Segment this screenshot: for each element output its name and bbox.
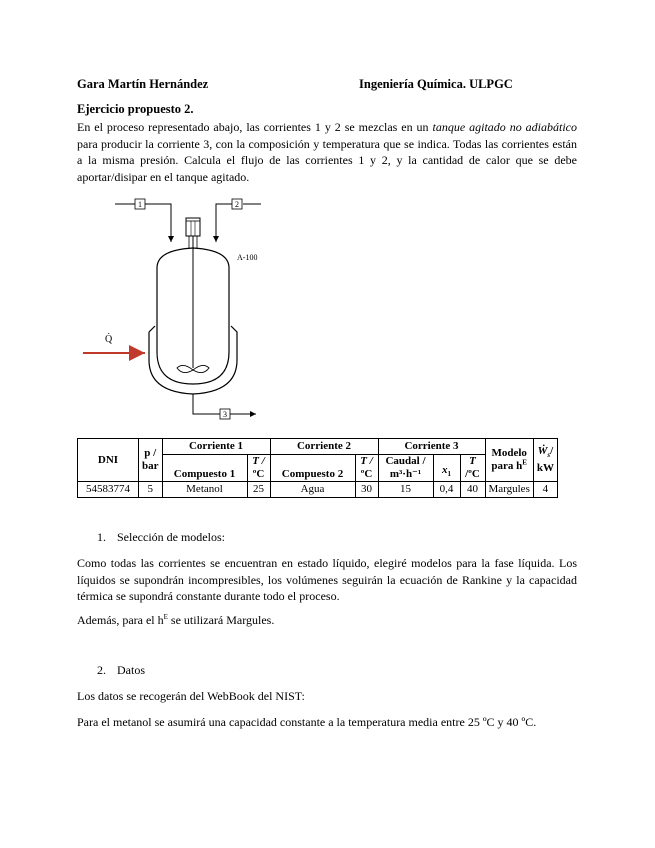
section-2-title: Datos: [117, 663, 145, 677]
header-work: Ẇ$_s$/ kW: [533, 439, 557, 482]
statement-italic-tank: tanque agitado no adiabático: [432, 120, 578, 134]
cell-x1: 0,4: [433, 482, 460, 498]
exercise-statement: [77, 119, 577, 185]
cell-temp-1: 25: [247, 482, 270, 498]
header-temp-3: T /ºC: [460, 455, 485, 482]
cell-temp-2: 30: [355, 482, 378, 498]
cell-pressure: 5: [139, 482, 163, 498]
institution-name: Ingeniería Química. ULPGC: [359, 77, 513, 91]
header-x1: $x_1$: [433, 455, 460, 482]
header-stream-1: Corriente 1: [162, 439, 270, 455]
section-2-source: Los datos se recogerán del WebBook del NIST:: [77, 689, 305, 703]
stream-2-inlet: [216, 199, 261, 242]
cell-model: Margules: [485, 482, 533, 498]
section-1-margules: [77, 612, 577, 629]
section-2-number: 2.: [97, 663, 106, 677]
data-table: [77, 438, 558, 498]
stream-1-label: 1: [138, 200, 142, 209]
stream-2-label: 2: [235, 200, 239, 209]
cell-flow: 15: [378, 482, 433, 498]
section-1-heading: [97, 530, 225, 545]
process-diagram: [75, 190, 295, 430]
stream-3-label: 3: [223, 410, 227, 419]
table-row: [78, 482, 558, 498]
cell-compound-2: Agua: [270, 482, 355, 498]
header-stream-3: Corriente 3: [378, 439, 485, 455]
statement-text-b: para producir la corriente 3, con la composición y temperatura que se indica. Todas las corrientes están a la misma presión. Calcula el flujo de las corrientes 1 y 2, y la cantidad de calor que se debe aportar/disipar en el tanque agitado.: [77, 136, 577, 184]
header-dni: DNI: [78, 439, 139, 482]
header-compound-1: Compuesto 1: [162, 455, 247, 482]
section-1-title: Selección de modelos:: [117, 530, 225, 544]
statement-text-a: En el proceso representado abajo, las corrientes 1 y 2 se mezclas en un: [77, 120, 433, 134]
header-model: Modelo para $h^E$: [485, 439, 533, 482]
table-header-row-1: [78, 439, 558, 455]
cell-temp-3: 40: [460, 482, 485, 498]
header-pressure: p / bar: [139, 439, 163, 482]
margules-text-b: se utilizará Margules.: [167, 613, 275, 627]
cell-dni: 54583774: [78, 482, 139, 498]
tank-label: A-100: [237, 253, 258, 262]
margules-sup: E: [163, 613, 168, 621]
cell-work: 4: [533, 482, 557, 498]
header-temp-1: T / ºC: [247, 455, 270, 482]
author-name: Gara Martín Hernández: [77, 77, 209, 91]
section-2-methanol: Para el metanol se asumirá una capacidad constante a la temperatura media entre 25 ºC y 40 ºC.: [77, 715, 537, 729]
exercise-title: Ejercicio propuesto 2.: [77, 102, 194, 116]
cell-compound-1: Metanol: [162, 482, 247, 498]
header-temp-2: T / ºC: [355, 455, 378, 482]
section-1-number: 1.: [97, 530, 106, 544]
stream-1-inlet: [115, 199, 171, 242]
section-1-paragraph: Como todas las corrientes se encuentran en estado líquido, elegiré modelos para la fase líquida. Los líquidos se supondrán incompresibles, los volúmenes seguirán la ecuación de Rankine y la capacidad térmica se supondrá constante durante todo el proceso.: [77, 556, 577, 603]
header-flow: Caudal / m³·h⁻¹: [378, 455, 433, 482]
header-stream-2: Corriente 2: [270, 439, 378, 455]
margules-text-a: Además, para el h: [77, 613, 164, 627]
heat-label: Q̇: [105, 334, 113, 345]
stream-3-outlet: [193, 394, 256, 419]
section-2-heading: [97, 663, 145, 678]
header-compound-2: Compuesto 2: [270, 455, 355, 482]
